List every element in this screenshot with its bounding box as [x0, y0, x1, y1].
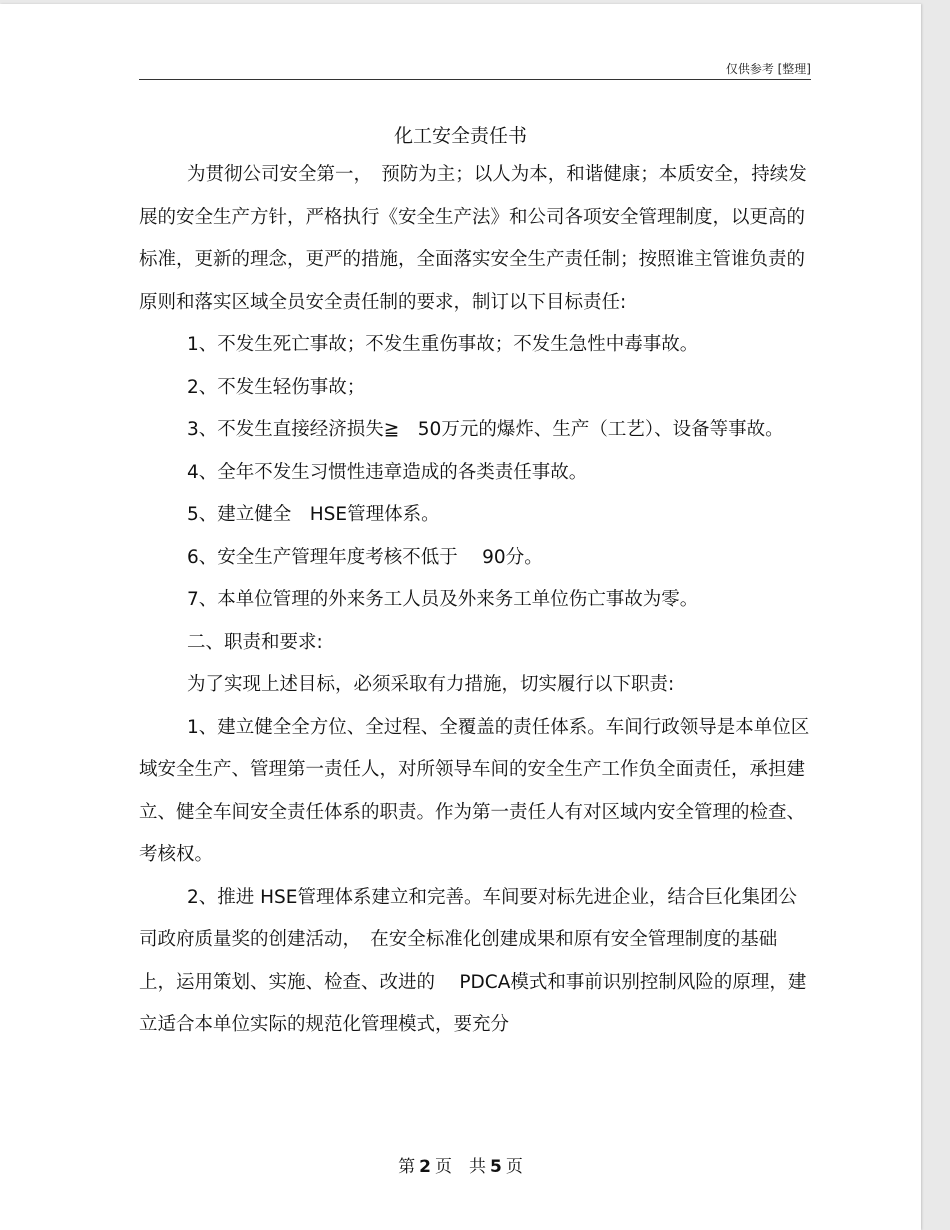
- header-rule: [139, 79, 811, 80]
- paragraph-goal-4: 4、全年不发生习惯性违章造成的各类责任事故。: [187, 461, 588, 483]
- paragraph-goal-3: 3、不发生直接经济损失≧ 50万元的爆炸、生产（工艺）、设备等事故。: [187, 419, 784, 440]
- footer-page-number: 2: [419, 1157, 431, 1177]
- paragraph-duty-1: 1、建立健全全方位、全过程、全覆盖的责任体系。车间行政领导是本单位区域安全生产、管理第一责任人，对所领导车间的安全生产工作负全面责任，承担建立、健全车间安全责任体系的职责。作为第一责任人有对区域内安全管理的检查、考核权。: [139, 716, 810, 865]
- document-page: [0, 4, 921, 1230]
- page-footer: [0, 1152, 921, 1177]
- paragraph-goal-1: 1、不发生死亡事故；不发生重伤事故；不发生急性中毒事故。: [187, 334, 699, 355]
- document-title: 化工安全责任书: [393, 125, 527, 147]
- footer-suffix: 页: [505, 1157, 523, 1177]
- document-body: [139, 154, 811, 1047]
- footer-total-pages: 5: [490, 1157, 502, 1177]
- paragraph-duty-2: 2、推进 HSE管理体系建立和完善。车间要对标先进企业，结合巨化集团公司政府质量奖的创建活动， 在安全标准化创建成果和原有安全管理制度的基础上，运用策划、实施、检查、改进的 PDCA模式和事前识别控制风险的原理，建立适合本单位实际的规范化管理模式，要充分: [139, 886, 807, 1035]
- footer-prefix: 第: [398, 1157, 416, 1177]
- paragraph-goal-2: 2、不发生轻伤事故；: [187, 376, 366, 398]
- footer-mid: 页 共: [435, 1157, 486, 1177]
- section-heading-duties: 二、职责和要求:: [187, 631, 323, 653]
- paragraph-intro: 为贯彻公司安全第一， 预防为主；以人为本，和谐健康；本质安全，持续发展的安全生产方针，严格执行《安全生产法》和公司各项安全管理制度，以更高的标准，更新的理念，更严的措施，全面落实安全生产责任制；按照谁主管谁负责的原则和落实区域全员安全责任制的要求，制订以下目标责任:: [139, 164, 807, 313]
- header-note: 仅供参考 [整理]: [725, 62, 811, 76]
- paragraph-goal-5: 5、建立健全 HSE管理体系。: [187, 504, 440, 525]
- paragraph-duties-intro: 为了实现上述目标，必须采取有力措施，切实履行以下职责:: [187, 674, 675, 695]
- paragraph-goal-7: 7、本单位管理的外来务工人员及外来务工单位伤亡事故为零。: [187, 589, 699, 610]
- paragraph-goal-6: 6、安全生产管理年度考核不低于 90分。: [187, 546, 543, 568]
